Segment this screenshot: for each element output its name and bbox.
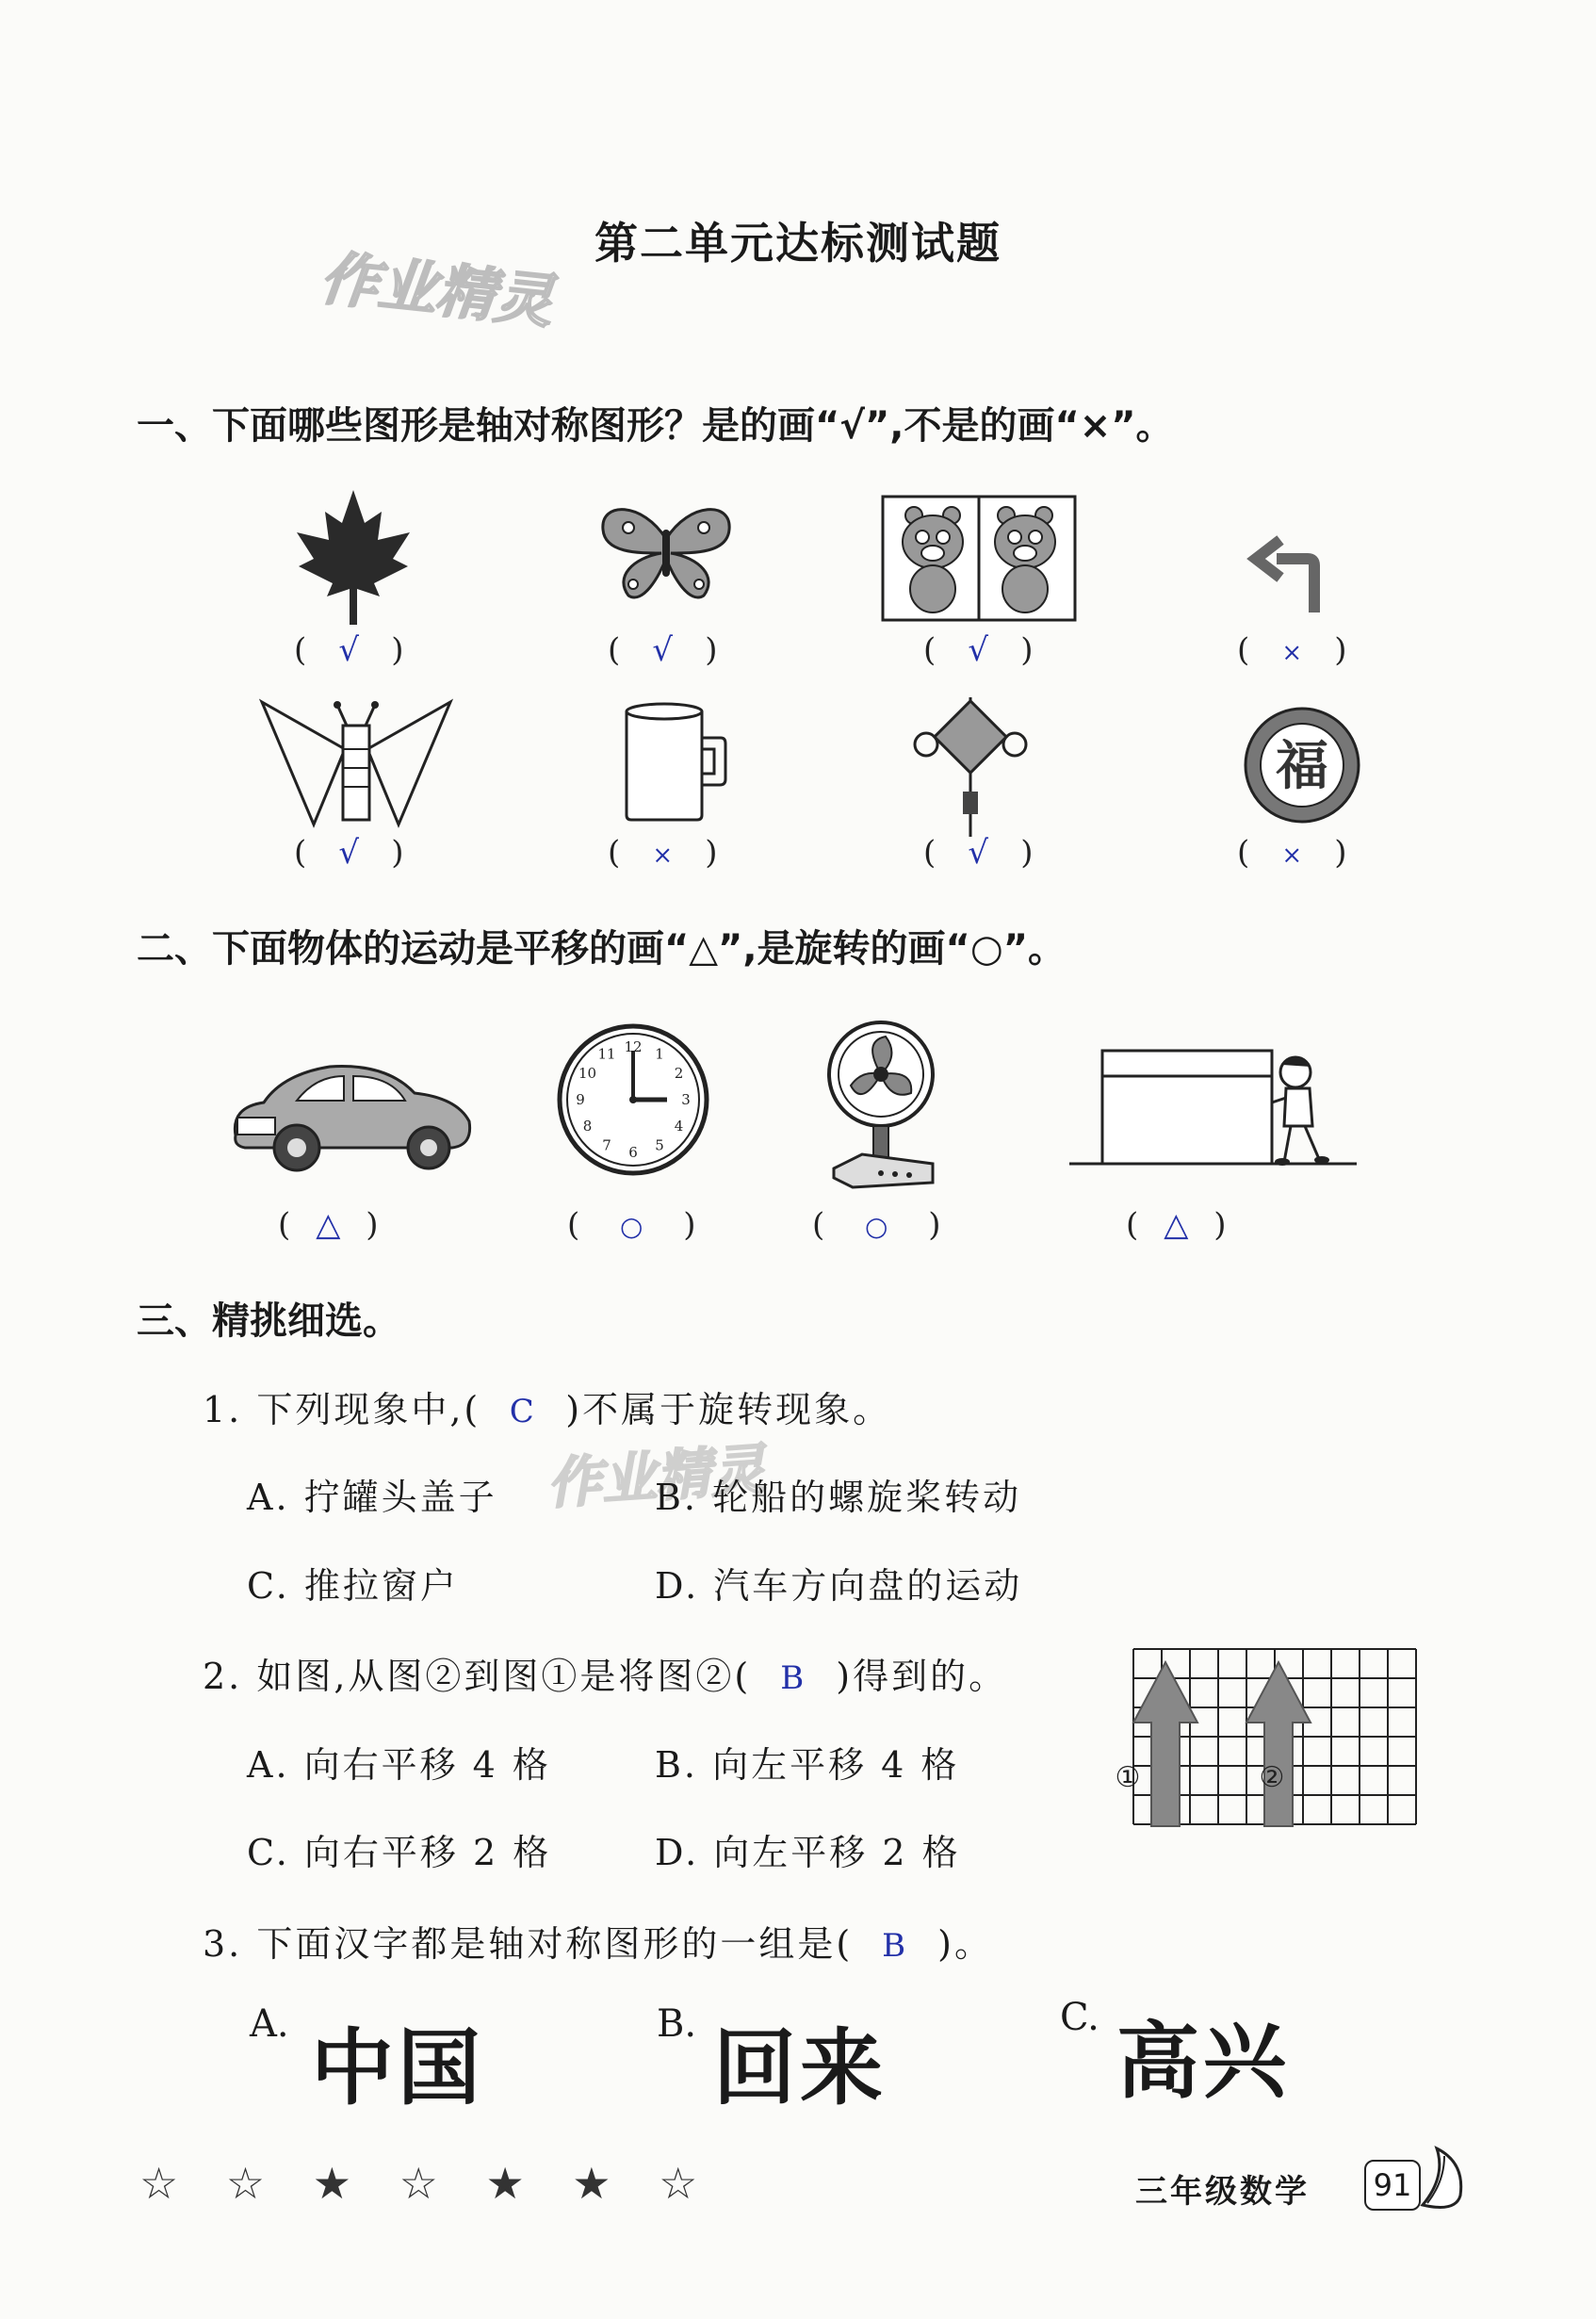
clock-numeral: 5 bbox=[655, 1136, 664, 1154]
answer-4: × bbox=[1281, 639, 1303, 667]
decorative-stars: ☆ ☆ ★ ☆ ★ ★ ☆ bbox=[139, 2158, 715, 2209]
q2-option-b: B. 向左平移 4 格 bbox=[655, 1744, 960, 1786]
butterfly-icon bbox=[595, 501, 737, 605]
bears-icon bbox=[881, 495, 1077, 622]
q3-option-c-letter: C. bbox=[1060, 1996, 1099, 2039]
question-1-answer: C bbox=[509, 1393, 537, 1430]
turn-arrow-icon bbox=[1248, 532, 1333, 617]
page-number: 91 bbox=[1364, 2160, 1421, 2211]
clock-numeral: 9 bbox=[576, 1091, 585, 1108]
clock-numeral: 1 bbox=[655, 1045, 664, 1063]
clock-numeral: 8 bbox=[582, 1118, 593, 1135]
clock-numeral: 3 bbox=[681, 1091, 691, 1108]
answer-6: × bbox=[652, 841, 674, 870]
section2-heading: 二、下面物体的运动是平移的画“△”,是旋转的画“○”。 bbox=[137, 927, 1067, 971]
clock-numeral: 12 bbox=[624, 1038, 643, 1055]
paper-butterfly-icon bbox=[262, 697, 450, 829]
watermark-2: 作业精灵 bbox=[545, 1436, 768, 1516]
motion-answer-4: △ bbox=[1164, 1206, 1189, 1244]
chinese-knot-icon bbox=[909, 697, 1032, 839]
motion-answer-3: ○ bbox=[865, 1211, 888, 1242]
watermark: 作业精灵 bbox=[317, 243, 557, 336]
answer-8: × bbox=[1281, 841, 1303, 870]
fu-seal-icon bbox=[1244, 707, 1361, 825]
q1-option-b: B. 轮船的螺旋桨转动 bbox=[655, 1477, 1022, 1518]
q3-option-a-letter: A. bbox=[250, 2002, 289, 2046]
clock-numeral: 11 bbox=[597, 1045, 616, 1063]
answer-1: √ bbox=[338, 631, 360, 669]
question-2: 2. 如图,从图②到图①是将图②( B )得到的。 bbox=[203, 1656, 1008, 1697]
clock-numeral: 6 bbox=[628, 1144, 638, 1161]
svg-text:福: 福 bbox=[1276, 736, 1328, 797]
mug-icon bbox=[622, 702, 730, 825]
fan-icon bbox=[824, 1018, 937, 1192]
pushing-box-icon bbox=[1069, 1046, 1361, 1168]
arrow-grid-figure bbox=[1107, 1647, 1418, 1826]
clock-numeral: 10 bbox=[578, 1065, 597, 1082]
q1-option-a: A. 拧罐头盖子 bbox=[247, 1477, 497, 1518]
q2-option-c: C. 向右平移 2 格 bbox=[247, 1832, 552, 1873]
question-3-answer: B bbox=[882, 1927, 909, 1965]
clock-icon bbox=[556, 1022, 711, 1178]
clock-numeral: 4 bbox=[674, 1118, 684, 1135]
section1-heading: 一、下面哪些图形是轴对称图形？是的画“√”,不是的画“×”。 bbox=[137, 404, 1174, 448]
q1-option-d: D. 汽车方向盘的运动 bbox=[655, 1565, 1023, 1607]
q2-option-a: A. 向右平移 4 格 bbox=[247, 1744, 551, 1786]
page-title: 第二单元达标测试题 bbox=[594, 218, 1002, 269]
answer-3: √ bbox=[968, 631, 989, 669]
question-1: 1. 下列现象中,( C )不属于旋转现象。 bbox=[203, 1389, 892, 1430]
clock-numeral: 2 bbox=[674, 1065, 684, 1082]
question-3: 3. 下面汉字都是轴对称图形的一组是( B )。 bbox=[203, 1923, 993, 1965]
grade-label: 三年级数学 bbox=[1135, 2173, 1310, 2211]
q3-option-b-letter: B. bbox=[657, 2002, 697, 2046]
grid-label-1: ① bbox=[1115, 1761, 1141, 1794]
motion-answer-1: △ bbox=[316, 1206, 341, 1244]
q1-option-c: C. 推拉窗户 bbox=[247, 1565, 459, 1607]
q3-option-b-chars: 回来 bbox=[713, 2019, 888, 2116]
motion-answer-2: ○ bbox=[620, 1211, 643, 1242]
q3-option-a-chars: 中国 bbox=[311, 2019, 485, 2116]
leaf-ornament-icon bbox=[1418, 2139, 1474, 2214]
section3-heading: 三、精挑细选。 bbox=[137, 1299, 400, 1343]
q3-option-c-chars: 高兴 bbox=[1116, 2013, 1291, 2110]
answer-7: √ bbox=[968, 834, 989, 872]
q2-option-d: D. 向左平移 2 格 bbox=[655, 1832, 961, 1873]
answer-5: √ bbox=[338, 834, 360, 872]
answer-2: √ bbox=[652, 631, 674, 669]
clock-numeral: 7 bbox=[602, 1136, 611, 1154]
grid-label-2: ② bbox=[1259, 1761, 1285, 1794]
question-2-answer: B bbox=[780, 1659, 807, 1697]
maple-leaf-icon bbox=[287, 485, 419, 627]
car-icon bbox=[226, 1055, 480, 1173]
